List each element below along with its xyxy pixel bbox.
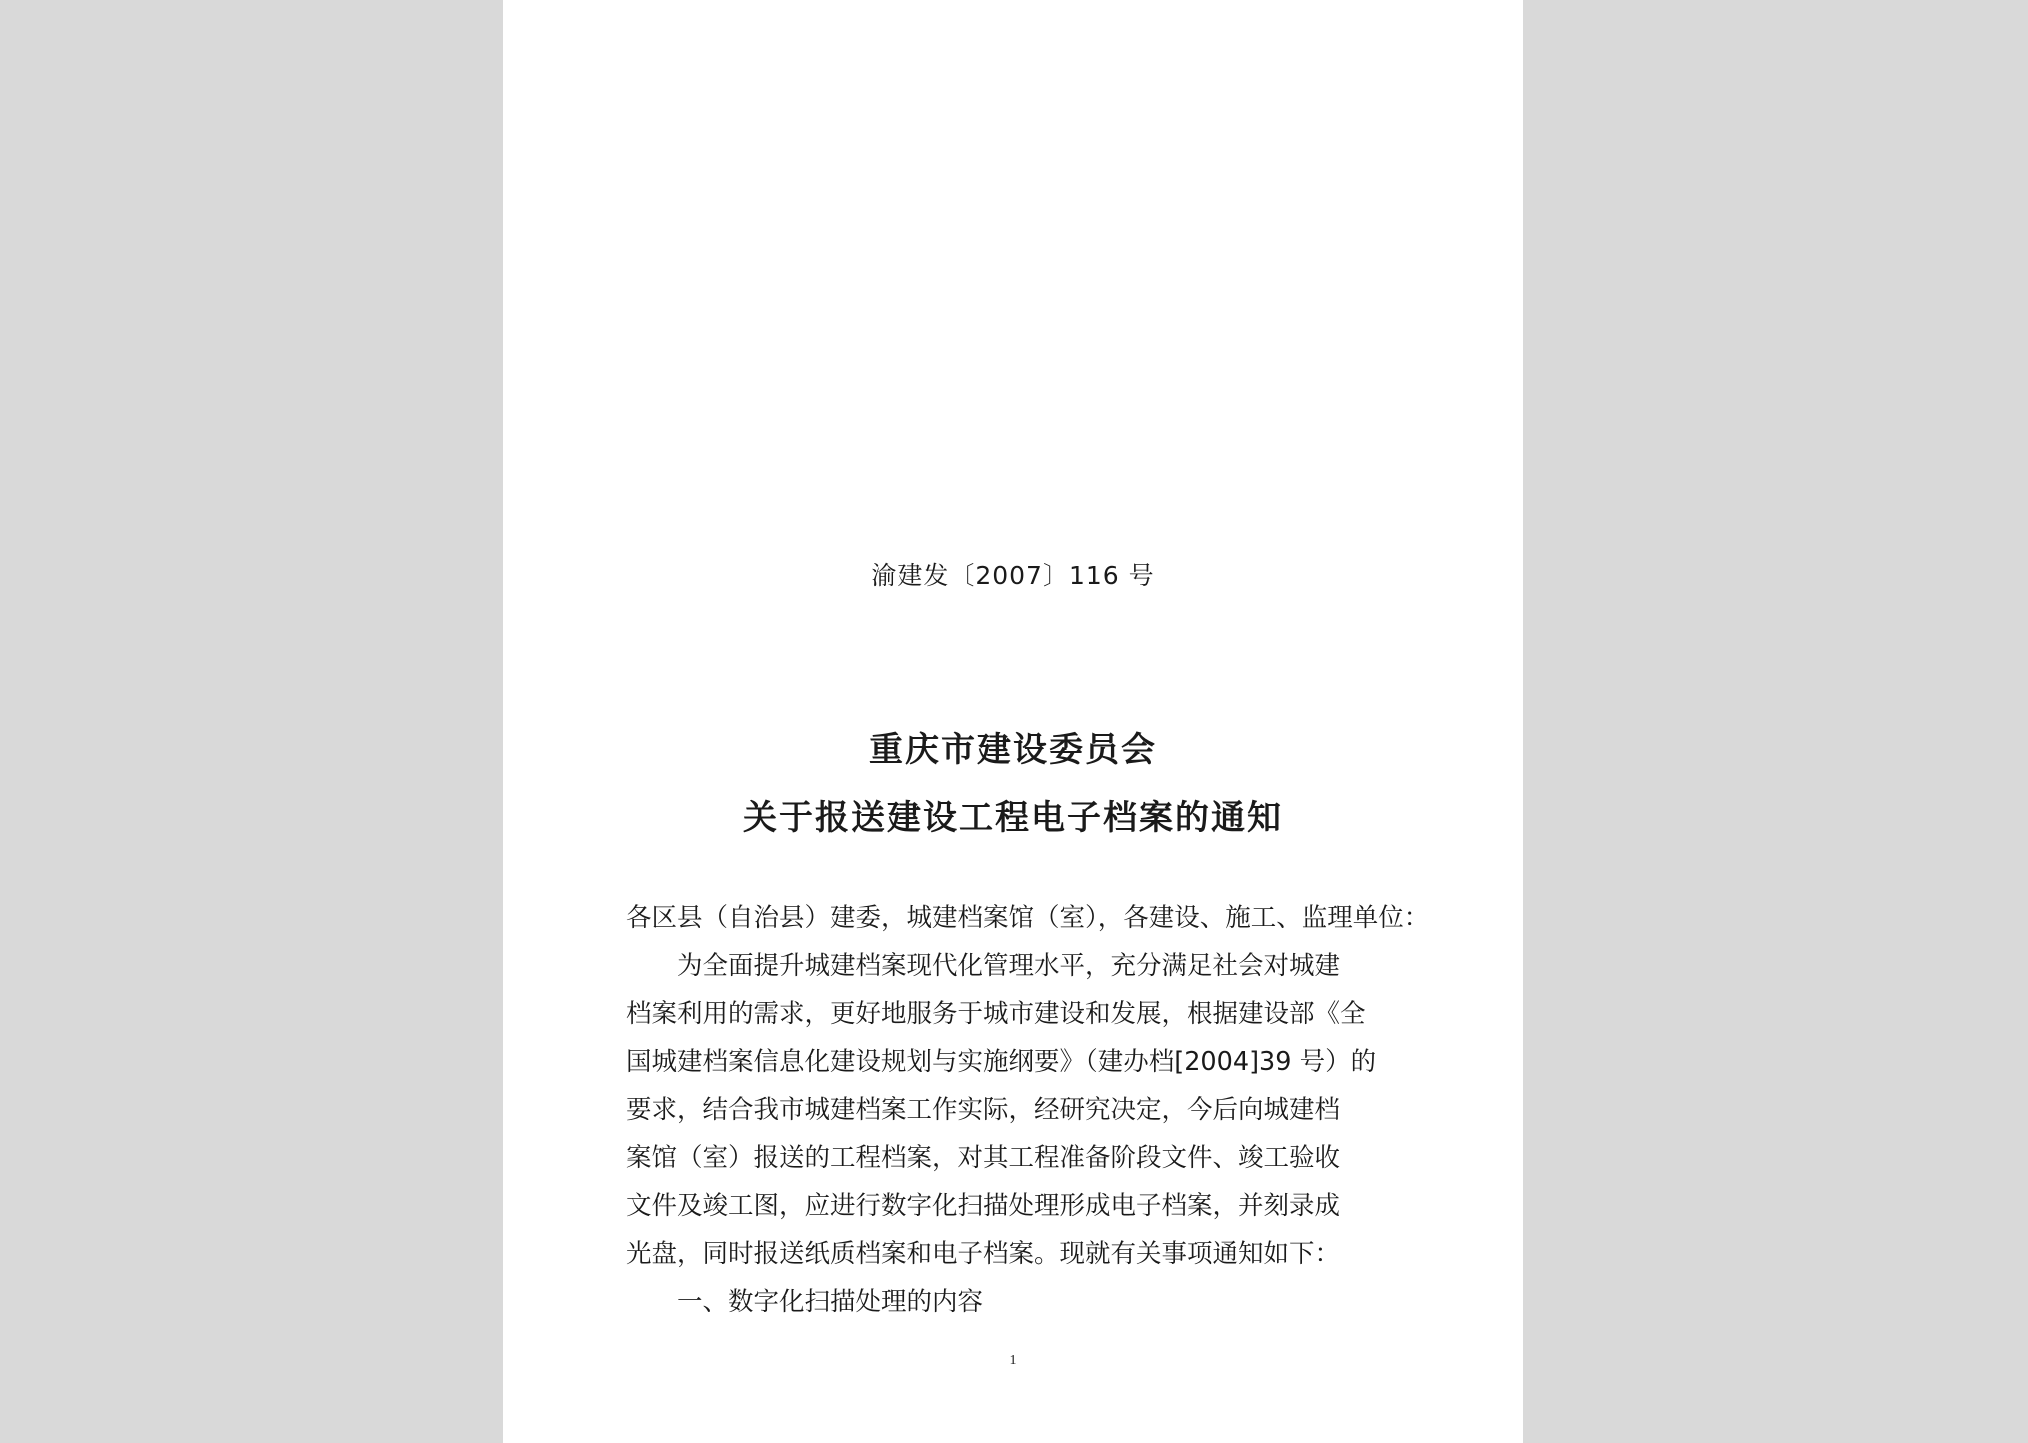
addressee: 各区县（自治县）建委，城建档案馆（室），各建设、施工、监理单位： (626, 903, 1430, 933)
paragraph-line: 光盘，同时报送纸质档案和电子档案。现就有关事项通知如下： (626, 1239, 1341, 1269)
paragraph-line: 为全面提升城建档案现代化管理水平，充分满足社会对城建 (677, 951, 1341, 981)
document-title-line-2: 关于报送建设工程电子档案的通知 (743, 798, 1283, 838)
document-number: 渝建发〔2007〕116 号 (871, 561, 1155, 590)
paragraph-line: 档案利用的需求，更好地服务于城市建设和发展，根据建设部《全 (626, 999, 1366, 1029)
paragraph-line: 要求，结合我市城建档案工作实际，经研究决定，今后向城建档 (626, 1095, 1341, 1125)
paragraph-line: 案馆（室）报送的工程档案，对其工程准备阶段文件、竣工验收 (626, 1143, 1341, 1173)
page-number: 1 (1009, 1353, 1017, 1368)
document-page (503, 0, 1523, 1443)
paragraph-line: 文件及竣工图，应进行数字化扫描处理形成电子档案，并刻录成 (626, 1191, 1341, 1221)
document-title-line-1: 重庆市建设委员会 (869, 730, 1157, 770)
paragraph-line: 国城建档案信息化建设规划与实施纲要》（建办档[2004]39 号）的 (626, 1047, 1377, 1077)
document-body (626, 894, 1430, 1326)
section-heading: 一、数字化扫描处理的内容 (677, 1287, 984, 1317)
